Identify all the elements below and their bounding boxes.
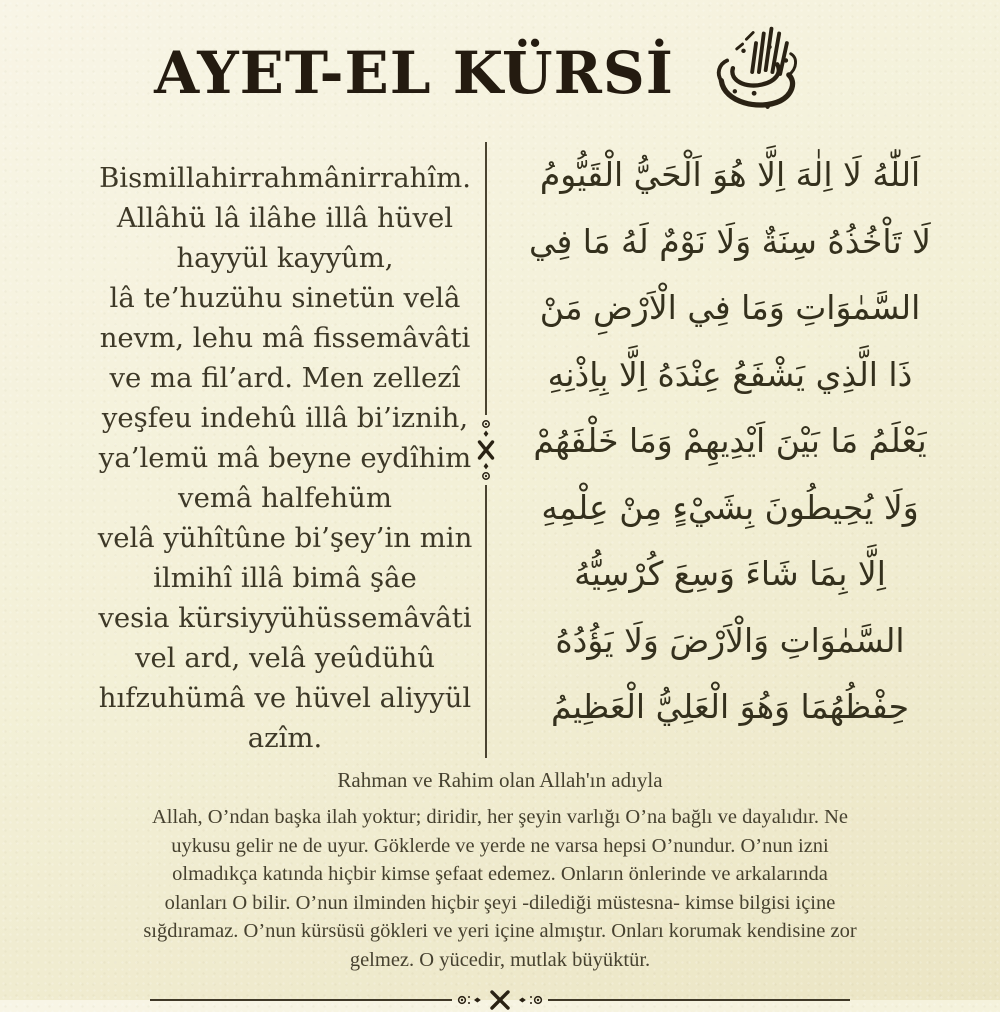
arabic-line: السَّمٰوَاتِ وَالْاَرْضَ وَلَا يَؤُدُهُ (555, 620, 905, 660)
arabic-column (498, 142, 962, 758)
transliteration-line: hayyül kayyûm, (176, 242, 394, 274)
transliteration-line: nevm, lehu mâ fissemâvâti (99, 322, 471, 354)
transliteration-line: ya’lemü mâ beyne eydîhim (98, 442, 472, 474)
transliteration-line: vesia kürsiyyühüssemâvâti (98, 602, 472, 634)
arabic-line: لَا تَاْخُذُهُ سِنَةٌ وَلَا نَوْمٌ لَهُ مَا فِي (529, 221, 931, 261)
transliteration-line: lâ te’huzühu sinetün velâ (109, 282, 461, 314)
transliteration-line: hıfzuhümâ ve hüvel aliyyül (98, 682, 472, 714)
translation-section (0, 768, 1000, 974)
arabic-line: اِلَّا بِمَا شَاءَ وَسِعَ كُرْسِيُّهُ (574, 554, 886, 593)
column-divider-line (485, 485, 487, 758)
translation-paragraph: Allah, O’ndan başka ilah yoktur; diridir, her şeyin varlığı O’na bağlı ve dayalıdır. Ne uykusu gelir ne de uyur. Göklerde ve yerde ne varsa hepsi O’nundur. O’nun izni olmadıkça katında hiçbir kimse şefaat edemez. Onların önlerinde ve arkalarında olanları O bilir. O’nun ilminden hiçbir şeyi -dilediği müstesna- kimse bilgisi içine sığdıramaz. O’nun kürsüsü gökleri ve yeri içine almıştır. Onları korumak kendisine zor gelmez. O yücedir, mutlak büyüktür. (143, 806, 857, 971)
transliteration-column (96, 142, 474, 758)
footer-divider-line (150, 999, 452, 1001)
translation-bismillah-line: Rahman ve Rahim olan Allah'ın adıyla (337, 768, 663, 792)
transliteration-line: yeşfeu indehû illâ bi’iznih, (101, 402, 469, 434)
transliteration-line: azîm. (247, 722, 323, 754)
footer-divider (150, 988, 850, 1012)
divider-ornament-icon (476, 417, 496, 483)
column-divider (476, 142, 496, 758)
transliteration-line: Allâhü lâ ilâhe illâ hüvel (116, 202, 454, 234)
arabic-line: وَلَا يُحِيطُونَ بِشَيْءٍ مِنْ عِلْمِهِ (541, 487, 919, 527)
content-columns (96, 142, 962, 758)
arabic-line: ذَا الَّذِي يَشْفَعُ عِنْدَهُ اِلَّا بِاِذْنِهِ (547, 354, 913, 394)
footer-ornament-icon (454, 988, 546, 1012)
arabic-line: اَللّٰهُ لَا اِلٰهَ اِلَّا هُوَ اَلْحَيُّ الْقَيُّومُ (539, 155, 921, 194)
footer-divider-line (548, 999, 850, 1001)
transliteration-line: velâ yühîtûne bi’şey’in min (97, 522, 473, 554)
transliteration-line: vemâ halfehüm (178, 482, 392, 514)
transliteration-line: Bismillahirrahmânirrahîm. (99, 162, 471, 194)
page-title: AYET-EL KÜRSİ (154, 39, 674, 107)
transliteration-line: ve ma fil’ard. Men zellezî (109, 362, 461, 394)
arabic-line: السَّمٰوَاتِ وَمَا فِي الْاَرْضِ مَنْ (539, 288, 921, 327)
arabic-line: حِفْظُهُمَا وَهُوَ الْعَلِيُّ الْعَظِيمُ (550, 687, 910, 726)
bismillah-calligraphy-icon (704, 20, 810, 126)
column-divider-line (485, 142, 487, 415)
arabic-line: يَعْلَمُ مَا بَيْنَ اَيْدِيهِمْ وَمَا خَلْفَهُمْ (533, 421, 927, 460)
transliteration-line: vel ard, velâ yeûdühû (135, 642, 435, 674)
header (0, 14, 982, 132)
transliteration-line: ilmihî illâ bimâ şâe (153, 562, 417, 594)
